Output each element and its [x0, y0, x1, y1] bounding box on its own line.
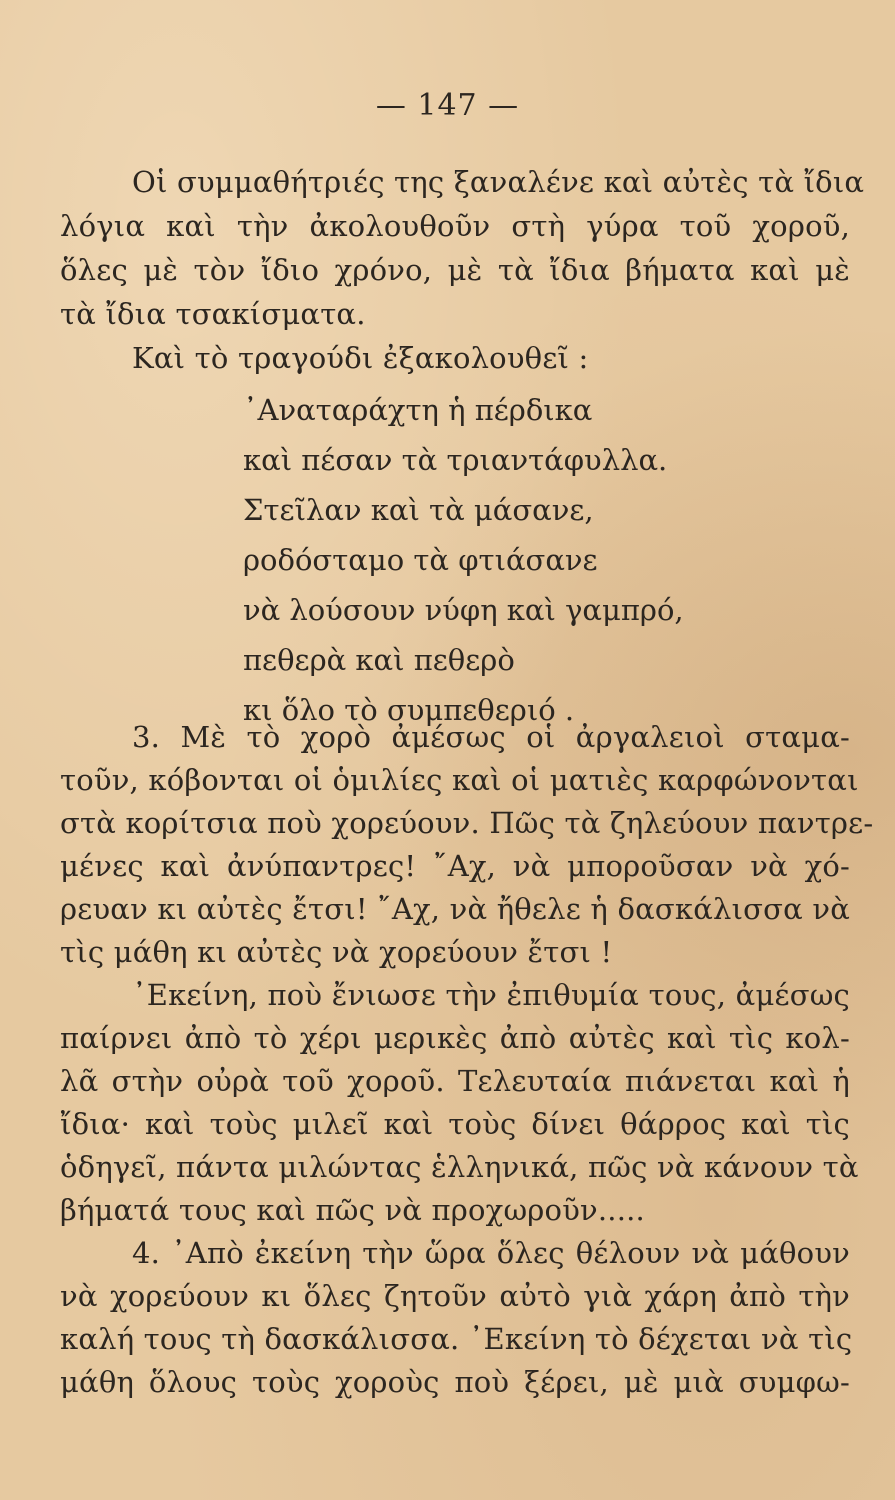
song-verse: [243, 385, 684, 735]
text-line: παίρνει ἀπὸ τὸ χέρι μερικὲς ἀπὸ αὐτὲς καὶ τὶς κολ-: [60, 1021, 850, 1055]
text-line: 4. ᾿Απὸ ἐκείνη τὴν ὥρα ὅλες θέλουν νὰ μάθουν: [132, 1236, 850, 1270]
verse-line: νὰ λούσουν νύφη καὶ γαμπρό,: [243, 593, 684, 627]
verse-line: πεθερὰ καὶ πεθερὸ: [243, 643, 515, 677]
text-line: ὅλες μὲ τὸν ἴδιο χρόνο, μὲ τὰ ἴδια βήματα καὶ μὲ: [60, 253, 850, 287]
verse-line: κι ὅλο τὸ συμπεθεριό .: [243, 693, 575, 727]
verse-line: ροδόσταμο τὰ φτιάσανε: [243, 543, 598, 577]
text-line: μάθη ὅλους τοὺς χοροὺς ποὺ ξέρει, μὲ μιὰ συμφω-: [60, 1365, 850, 1399]
verse-line: ᾿Αναταράχτη ἡ πέρδικα: [243, 393, 593, 427]
paragraph-sections-3-4: [60, 716, 874, 1404]
verse-line: καὶ πέσαν τὰ τριαντάφυλλα.: [243, 443, 668, 477]
text-line: Οἱ συμμαθήτριές της ξαναλένε καὶ αὐτὲς τὰ ἴδια: [132, 165, 865, 199]
text-line: ὁδηγεῖ, πάντα μιλώντας ἑλληνικά, πῶς νὰ κάνουν τὰ: [60, 1150, 859, 1184]
text-line: νὰ χορεύουν κι ὅλες ζητοῦν αὐτὸ γιὰ χάρη ἀπὸ τὴν: [60, 1279, 850, 1313]
text-line: Καὶ τὸ τραγούδι ἐξακολουθεῖ :: [132, 341, 589, 375]
page-number: — 147 —: [375, 88, 520, 123]
text-line: στὰ κορίτσια ποὺ χορεύουν. Πῶς τὰ ζηλεύουν παντρε-: [60, 806, 874, 840]
verse-line: Στεῖλαν καὶ τὰ μάσανε,: [243, 493, 594, 527]
paragraph-classmates: [60, 160, 865, 380]
text-line: τοῦν, κόβονται οἱ ὁμιλίες καὶ οἱ ματιὲς καρφώνονται: [60, 763, 859, 797]
text-line: ρευαν κι αὐτὲς ἔτσι! ῎Αχ, νὰ ἤθελε ἡ δασκάλισσα νὰ: [60, 892, 850, 926]
text-line: καλή τους τὴ δασκάλισσα. ᾿Εκείνη τὸ δέχεται νὰ τὶς: [60, 1322, 853, 1356]
text-line: μένες καὶ ἀνύπαντρες! ῎Αχ, νὰ μποροῦσαν νὰ χό-: [60, 849, 850, 883]
text-line: τὶς μάθη κι αὐτὲς νὰ χορεύουν ἔτσι !: [60, 935, 613, 969]
text-line: ἴδια· καὶ τοὺς μιλεῖ καὶ τοὺς δίνει θάρρος καὶ τὶς: [60, 1107, 850, 1141]
text-line: λᾶ στὴν οὐρὰ τοῦ χοροῦ. Τελευταία πιάνεται καὶ ἡ: [60, 1064, 850, 1098]
text-line: τὰ ἴδια τσακίσματα.: [60, 297, 366, 331]
text-line: ᾿Εκείνη, ποὺ ἔνιωσε τὴν ἐπιθυμία τους, ἀμέσως: [132, 978, 850, 1012]
text-line: λόγια καὶ τὴν ἀκολουθοῦν στὴ γύρα τοῦ χοροῦ,: [60, 209, 850, 243]
text-line: 3. Μὲ τὸ χορὸ ἀμέσως οἱ ἀργαλειοὶ σταμα-: [132, 720, 850, 754]
text-line: βήματά τους καὶ πῶς νὰ προχωροῦν.....: [60, 1193, 645, 1227]
